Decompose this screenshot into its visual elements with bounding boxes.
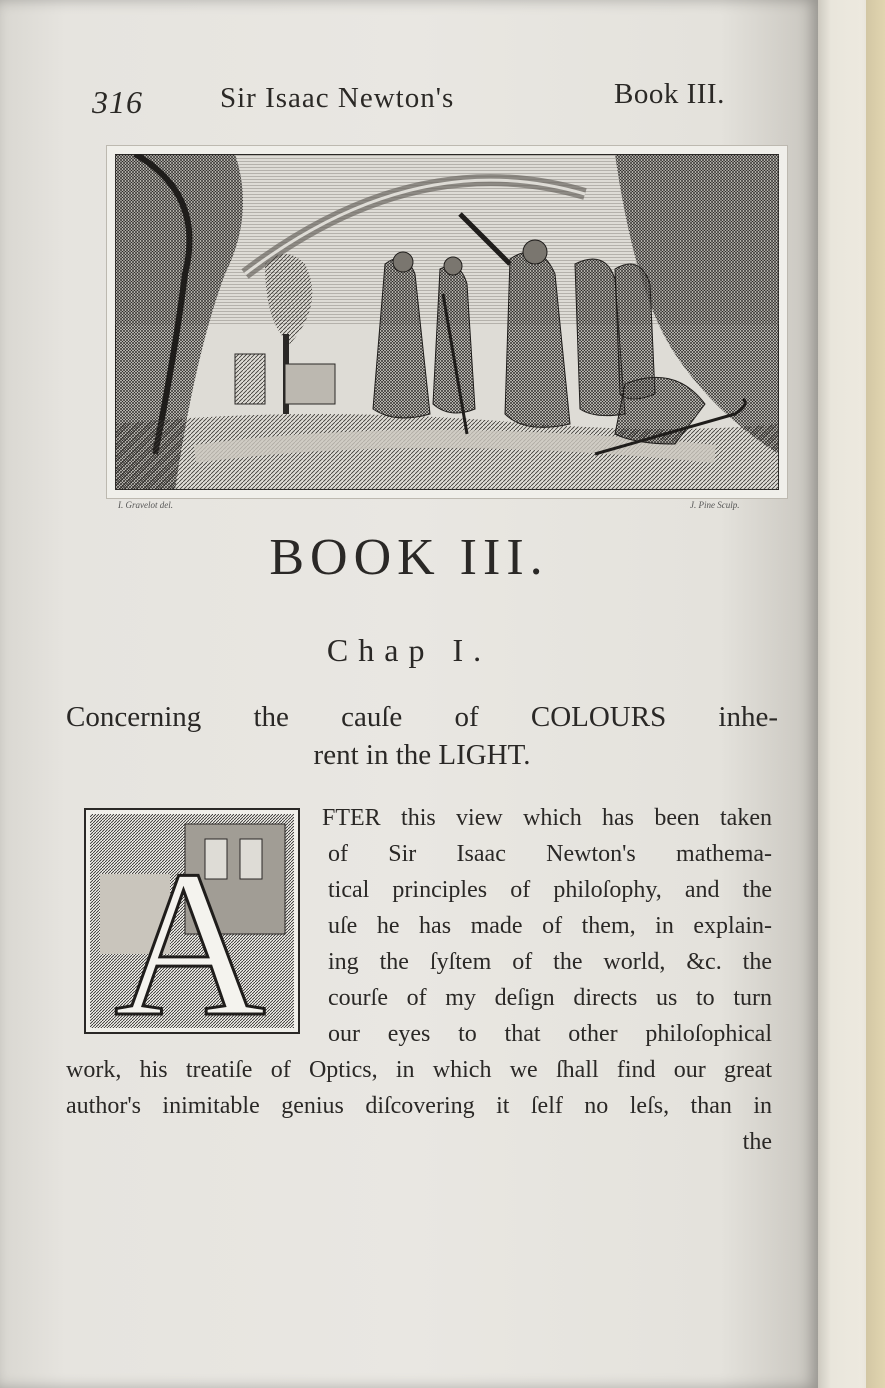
text-line: of Sir Isaac Newton's mathema- (328, 841, 772, 867)
catchword: the (742, 1129, 772, 1155)
page-number: 316 (92, 84, 143, 120)
chapter-heading: Chap I. (326, 632, 492, 668)
running-head (0, 78, 818, 128)
initial-letter: A (114, 828, 266, 1028)
running-title: Sir Isaac Newton's (220, 82, 455, 114)
subject-line-1: Concerning the cauſe of COLOURS inhe- (66, 701, 778, 733)
chapter-subject (66, 698, 778, 774)
engraver-credit-left: I. Gravelot del. (118, 500, 173, 510)
page-block-edge (866, 0, 885, 1388)
engraved-headpiece (106, 145, 788, 499)
text-line: work, his treatiſe of Optics, in which we ſhall find our great (66, 1057, 772, 1083)
initial-letter-ornament (90, 814, 294, 1028)
book-heading: BOOK III. (269, 529, 549, 586)
running-book: Book III. (614, 78, 725, 110)
text-line: uſe he has made of them, in explain- (328, 913, 772, 939)
text-line: ing the ſyſtem of the world, &c. the (328, 949, 772, 975)
engraver-credit-right: J. Pine Sculp. (690, 500, 740, 510)
engraving-scene (115, 154, 779, 490)
subject-line-2: rent in the LIGHT. (313, 739, 531, 771)
text-line: tical principles of philoſophy, and the (328, 877, 772, 903)
text-line: FTER this view which has been taken (322, 805, 772, 831)
text-line: our eyes to that other philoſophical (328, 1021, 772, 1047)
text-line: courſe of my deſign directs us to turn (328, 985, 772, 1011)
decorated-initial (84, 808, 300, 1034)
text-line: author's inimitable genius diſcovering it ſelf no leſs, than in (66, 1093, 772, 1119)
